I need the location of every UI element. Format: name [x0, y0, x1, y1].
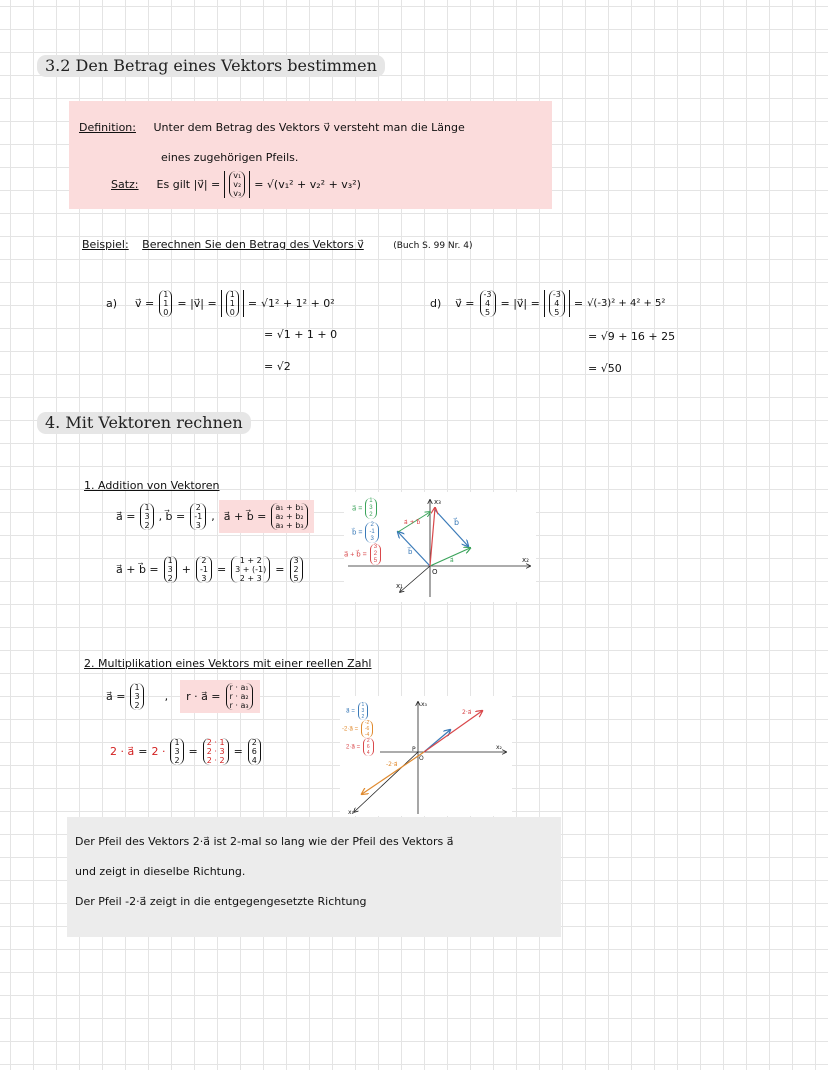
example-d-label: d): [430, 297, 442, 310]
axis-x1: [400, 566, 430, 592]
mult-mid-vector: 2 · 1 2 · 3 2 · 2: [203, 738, 229, 765]
add-a-vector: 1 3 2: [140, 503, 153, 530]
label-arrow-b: b⃗: [454, 518, 460, 527]
add-b-vector: 2 -1 3: [190, 503, 206, 530]
mult-a-vector: 1 3 2: [130, 683, 143, 710]
label2-arrow-p2: 2·a⃗: [462, 709, 472, 716]
addition-diagram: a⃗ = 1 3 2 b⃗ = 2 -1 3 a⃗ + b⃗ = 3 2 5 x₃ x₂ x₁ O b⃗ a⃗ + b⃗ b⃗ a⃗: [344, 492, 536, 602]
label-origin: O: [432, 568, 438, 576]
mult-example-row: 2 · a⃗ = 2 · 1 3 2 = 2 · 1 2 · 3 2 · 2 = 2 6 4: [110, 738, 262, 765]
multiplication-title: 2. Multiplikation eines Vektors mit einer reellen Zahl: [84, 657, 372, 670]
example-label: Beispiel:: [82, 238, 129, 251]
note-line-3: Der Pfeil -2·a⃗ zeigt in die entgegengesetzte Richtung: [75, 895, 367, 908]
addition-title: 1. Addition von Vektoren: [84, 479, 220, 492]
definition-text-1: Unter dem Betrag des Vektors v⃗ versteht man die Länge: [153, 121, 465, 134]
multiplication-diagram: a⃗ = 1 3 2 -2·a⃗ = -2 -6 -4 2·a⃗ = 2 6 4 x₃ x₂ x₁ O P 2·a⃗ -2·a⃗: [340, 696, 512, 816]
label2-x2: x₂: [496, 744, 502, 751]
arrow2-p2: [424, 711, 482, 752]
label-x3: x₃: [434, 498, 441, 506]
example-d-row: d) v⃗ = -3 4 5 = |v⃗| = -3 4 5 = √(-3)² + 4² + 5²: [430, 290, 666, 317]
example-text: Berechnen Sie den Betrag des Vektors v⃗: [142, 238, 364, 251]
example-a-line2: √1 + 1 + 0: [276, 328, 338, 341]
label-arrow-a: a⃗: [450, 557, 454, 564]
mult-rule-box: r · a⃗ = r · a₁ r · a₂ r · a₃: [180, 680, 260, 713]
satz-formula: = √(v₁² + v₂² + v₃²): [254, 178, 361, 191]
addition-def-row: a⃗ = 1 3 2 , b⃗ = 2 -1 3 , a⃗ + b⃗ = a₁ + b₁ a₂ + b₂ a₃ + b₃: [116, 500, 314, 533]
example-a-line3: √2: [276, 360, 291, 373]
mult-general-vector: r · a₁ r · a₂ r · a₃: [226, 683, 253, 710]
satz-abs: [224, 171, 250, 198]
label2-x1: x₁: [348, 809, 354, 816]
example-a-vector-abs: 1 1 0: [226, 290, 239, 317]
definition-text-2: eines zugehörigen Pfeils.: [161, 151, 299, 164]
note-line-2: und zeigt in dieselbe Richtung.: [75, 865, 246, 878]
satz-vector: v₁ v₂ v₃: [229, 171, 245, 198]
note-box: [67, 817, 561, 937]
example-a-label: a): [106, 297, 118, 310]
arrow2-m2: [362, 752, 424, 794]
label-arrow-sum: a⃗ + b⃗: [404, 519, 421, 526]
example-a-vector: 1 1 0: [159, 290, 172, 317]
mult-result-vector: 2 6 4: [248, 738, 261, 765]
add-mid-vector: 1 + 2 3 + (-1) 2 + 3: [231, 556, 270, 583]
note-line-1: Der Pfeil des Vektors 2·a⃗ ist 2-mal so lang wie der Pfeil des Vektors a⃗: [75, 835, 454, 848]
arrow-b-from-origin: [398, 532, 430, 566]
addition-axes-svg: [344, 492, 536, 602]
arrow-sum: [430, 508, 435, 566]
section-title-rechnen: 4. Mit Vektoren rechnen: [37, 412, 251, 434]
label2-p: P: [412, 746, 416, 753]
mult-axes-svg: [340, 696, 512, 816]
label-arrow-b2: b⃗: [408, 548, 413, 556]
satz-text: Es gilt |v⃗| =: [156, 178, 221, 191]
label2-x3: x₃: [421, 701, 427, 708]
addition-example-row: a⃗ + b⃗ = 1 3 2 + 2 -1 3 = 1 + 2 3 + (-1) 2 + 3 = 3 2 5: [116, 556, 304, 583]
example-ref: (Buch S. 99 Nr. 4): [393, 241, 473, 251]
add-result-vector: 3 2 5: [290, 556, 303, 583]
definition-box: [69, 101, 552, 209]
example-d-line1: √(-3)² + 4² + 5²: [587, 298, 666, 309]
label-x1: x₁: [396, 582, 403, 590]
example-d-vector: -3 4 5: [480, 290, 496, 317]
satz-label: Satz:: [111, 178, 139, 191]
arrow-b-shifted: [435, 510, 468, 546]
label-x2: x₂: [522, 556, 529, 564]
example-a-line1: √1² + 1² + 0²: [261, 297, 335, 310]
example-d-line3: √50: [600, 362, 622, 375]
section-title-betrag: 3.2 Den Betrag eines Vektors bestimmen: [37, 55, 385, 77]
label2-origin: O: [419, 755, 424, 762]
add-general-vector: a₁ + b₁ a₂ + b₂ a₃ + b₃: [271, 503, 307, 530]
definition-label: Definition:: [79, 121, 136, 134]
mult-def-row: a⃗ = 1 3 2 , r · a⃗ = r · a₁ r · a₂ r · a₃: [106, 680, 260, 713]
example-d-line2: √9 + 16 + 25: [600, 330, 676, 343]
example-d-vector-abs: -3 4 5: [549, 290, 565, 317]
addition-rule-box: a⃗ + b⃗ = a₁ + b₁ a₂ + b₂ a₃ + b₃: [219, 500, 314, 533]
label2-arrow-m2: -2·a⃗: [386, 761, 398, 768]
example-a-row: a) v⃗ = 1 1 0 = |v⃗| = 1 1 0 = √1² + 1² + 0²: [106, 290, 335, 317]
